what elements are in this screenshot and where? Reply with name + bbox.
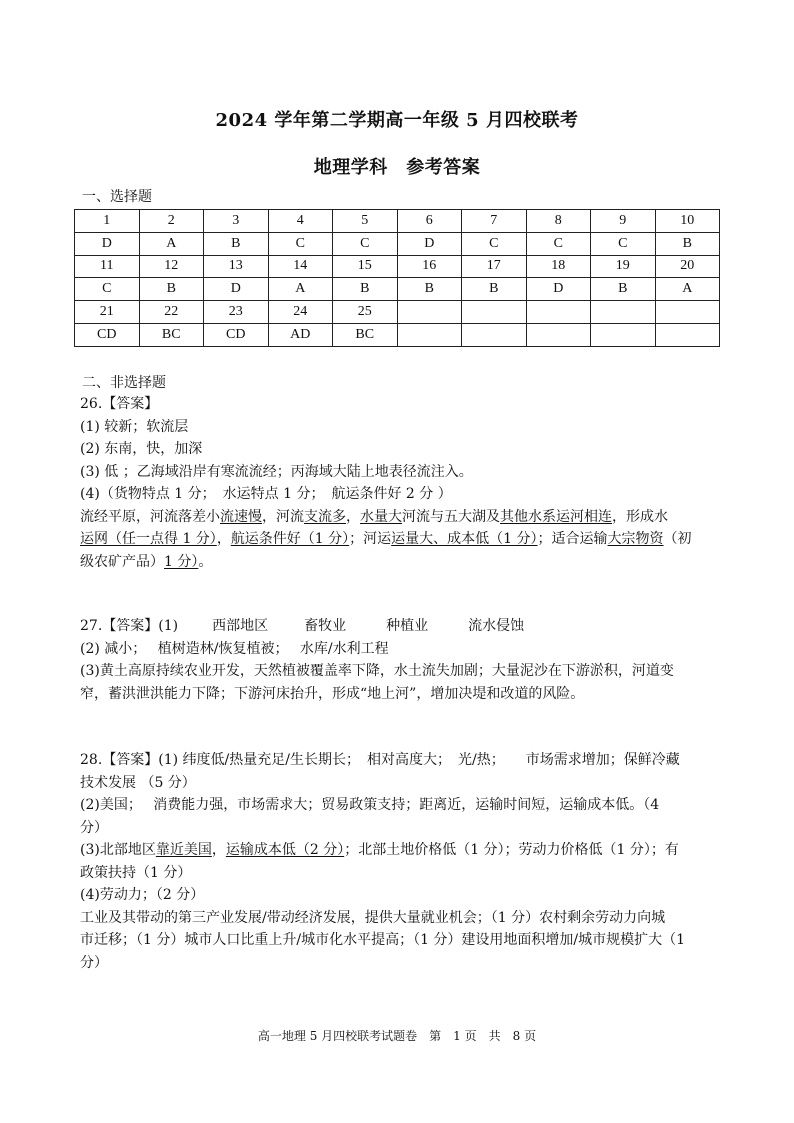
table-cell: 8 (526, 210, 591, 233)
table-cell (526, 323, 591, 346)
q28-answer (80, 749, 720, 974)
table-cell: 21 (75, 301, 140, 324)
q26-part1: (1) 较新；软流层 (80, 418, 189, 435)
q28-line: (2)美国； 消费能力强，市场需求大；贸易政策支持；距离近，运输时间短，运输成本低。（4 (80, 797, 660, 813)
table-cell: 4 (268, 210, 333, 233)
q28-line: 分） (80, 954, 108, 971)
table-cell: BC (139, 323, 204, 346)
q27-item: 流水侵蚀 (468, 618, 525, 634)
text: (3)北部地区 (80, 842, 156, 858)
q27-part3-line1: (3)黄土高原持续农业开发，天然植被覆盖率下降，水土流失加剧；大量泥沙在下游淤积，河道变 (80, 663, 674, 679)
table-cell: D (204, 278, 269, 301)
text: 流经平原，河流落差小 (80, 508, 220, 525)
q28-line: 分） (80, 819, 108, 836)
q27-part3-line2: 窄，蓄洪泄洪能力下降；下游河床抬升，形成“地上河”，增加决堤和改道的风险。 (80, 685, 585, 702)
table-cell: 7 (462, 210, 527, 233)
table-cell: 18 (526, 255, 591, 278)
table-cell: B (333, 278, 398, 301)
q26-answer (80, 393, 720, 573)
text: ， (211, 842, 226, 858)
text: ，形成水 (612, 508, 668, 525)
table-cell (591, 323, 656, 346)
q26-part2: (2) 东南，快，加深 (80, 441, 203, 457)
table-cell (397, 301, 462, 324)
table-cell: CD (204, 323, 269, 346)
q28-line: 技术发展 （5 分） (80, 774, 196, 791)
underlined-keyword: 支流多 (304, 508, 346, 525)
underlined-keyword: 1 分） (164, 553, 199, 570)
q26-paragraph-line2 (80, 528, 720, 551)
q26-paragraph-line3 (80, 551, 720, 574)
table-cell: 13 (204, 255, 269, 278)
table-cell: D (526, 278, 591, 301)
table-cell: 9 (591, 210, 656, 233)
q26-paragraph-line1 (80, 506, 720, 529)
table-cell: B (139, 278, 204, 301)
table-cell: 25 (333, 301, 398, 324)
q27-item: 西部地区 (212, 618, 269, 634)
table-cell: BC (333, 323, 398, 346)
table-cell: 12 (139, 255, 204, 278)
underlined-keyword: 运量大、成本低（1 分） (391, 531, 538, 547)
text: ；适合运输 (537, 531, 608, 547)
underlined-keyword: 大宗物资 (607, 531, 664, 547)
table-cell: 20 (655, 255, 720, 278)
text: （初 (663, 531, 692, 547)
q26-part4: (4)（货物特点 1 分； 水运特点 1 分； 航运条件好 2 分 ） (80, 486, 452, 502)
text: ， (216, 531, 231, 547)
table-cell: 19 (591, 255, 656, 278)
table-cell: C (333, 232, 398, 255)
exam-title: 2024 学年第二学期高一年级 5 月四校联考 (215, 110, 579, 131)
table-row (75, 323, 720, 346)
table-cell: D (75, 232, 140, 255)
table-cell (462, 301, 527, 324)
table-cell: C (462, 232, 527, 255)
underlined-keyword: 水量大 (360, 508, 402, 525)
underlined-keyword: 运网（任一点得 1 分） (80, 531, 217, 547)
table-cell: C (268, 232, 333, 255)
table-row (75, 278, 720, 301)
q27-item: 种植业 (386, 618, 429, 634)
underlined-keyword: 运输成本低（2 分） (225, 842, 345, 858)
table-row (75, 232, 720, 255)
table-cell: C (526, 232, 591, 255)
table-cell: A (655, 278, 720, 301)
table-cell (655, 301, 720, 324)
table-cell: D (397, 232, 462, 255)
subject-title: 地理学科 参考答案 (313, 157, 481, 178)
section-open-heading: 二、非选择题 (82, 375, 166, 391)
q28-line: 政策扶持（1 分） (80, 864, 192, 881)
q28-line: 市迁移；（1 分）城市人口比重上升/城市化水平提高；（1 分）建设用地面积增加/城市规模扩大（1 (80, 932, 686, 948)
table-cell: 2 (139, 210, 204, 233)
underlined-keyword: 流速慢 (220, 508, 262, 525)
underlined-keyword: 靠近美国 (155, 842, 212, 858)
table-cell: AD (268, 323, 333, 346)
text: ，河流 (262, 508, 304, 525)
page-footer: 高一地理 5 月四校联考试题卷 第 1 页 共 8 页 (257, 1029, 537, 1043)
table-cell (526, 301, 591, 324)
q27-part2: (2) 减小； 植树造林/恢复植被； 水库/水利工程 (80, 640, 389, 657)
text: 河流与五大湖及 (402, 508, 500, 525)
table-cell: B (397, 278, 462, 301)
text: ， (346, 508, 360, 525)
table-row (75, 301, 720, 324)
q28-line: (4)劳动力；（2 分） (80, 887, 205, 903)
table-cell: 17 (462, 255, 527, 278)
text: 。 (198, 553, 213, 570)
q27-answer (80, 615, 720, 705)
table-cell: 22 (139, 301, 204, 324)
table-cell: 11 (75, 255, 140, 278)
text: ；北部土地价格低（1 分）；劳动力价格低（1 分）；有 (344, 842, 679, 858)
table-cell: 23 (204, 301, 269, 324)
table-cell: 24 (268, 301, 333, 324)
text: 级农矿产品） (80, 553, 164, 570)
table-cell (462, 323, 527, 346)
table-cell (655, 323, 720, 346)
table-cell: 6 (397, 210, 462, 233)
text: ；河运 (349, 531, 392, 547)
q28-line (80, 839, 720, 862)
table-cell: A (268, 278, 333, 301)
table-cell: B (462, 278, 527, 301)
section-choice-heading: 一、选择题 (82, 189, 152, 205)
table-cell: A (139, 232, 204, 255)
table-cell: C (75, 278, 140, 301)
underlined-keyword: 其他水系运河相连 (500, 508, 612, 525)
q27-item: 畜牧业 (304, 618, 347, 634)
q27-part1 (80, 615, 720, 638)
table-row (75, 255, 720, 278)
table-cell: 16 (397, 255, 462, 278)
table-cell: 1 (75, 210, 140, 233)
q26-heading: 26.【答案】 (80, 396, 159, 412)
table-cell: B (655, 232, 720, 255)
table-cell: B (591, 278, 656, 301)
q27-heading: 27.【答案】(1) (80, 618, 179, 634)
table-cell: CD (75, 323, 140, 346)
table-cell: 10 (655, 210, 720, 233)
table-cell: 15 (333, 255, 398, 278)
q26-part3: (3) 低 ；乙海域沿岸有寒流流经；丙海域大陆上地表径流注入。 (80, 463, 473, 480)
answer-table (74, 209, 720, 347)
q28-line: 工业及其带动的第三产业发展/带动经济发展，提供大量就业机会；（1 分）农村剩余劳动力向城 (80, 909, 666, 926)
table-cell: 5 (333, 210, 398, 233)
q28-line: 28.【答案】(1) 纬度低/热量充足/生长期长； 相对高度大； 光/热； 市场需求增加；保鲜冷藏 (80, 752, 680, 768)
table-cell: 14 (268, 255, 333, 278)
table-cell (397, 323, 462, 346)
table-cell: 3 (204, 210, 269, 233)
table-cell: C (591, 232, 656, 255)
table-cell: B (204, 232, 269, 255)
table-cell (591, 301, 656, 324)
underlined-keyword: 航运条件好（1 分） (230, 531, 350, 547)
table-row (75, 210, 720, 233)
